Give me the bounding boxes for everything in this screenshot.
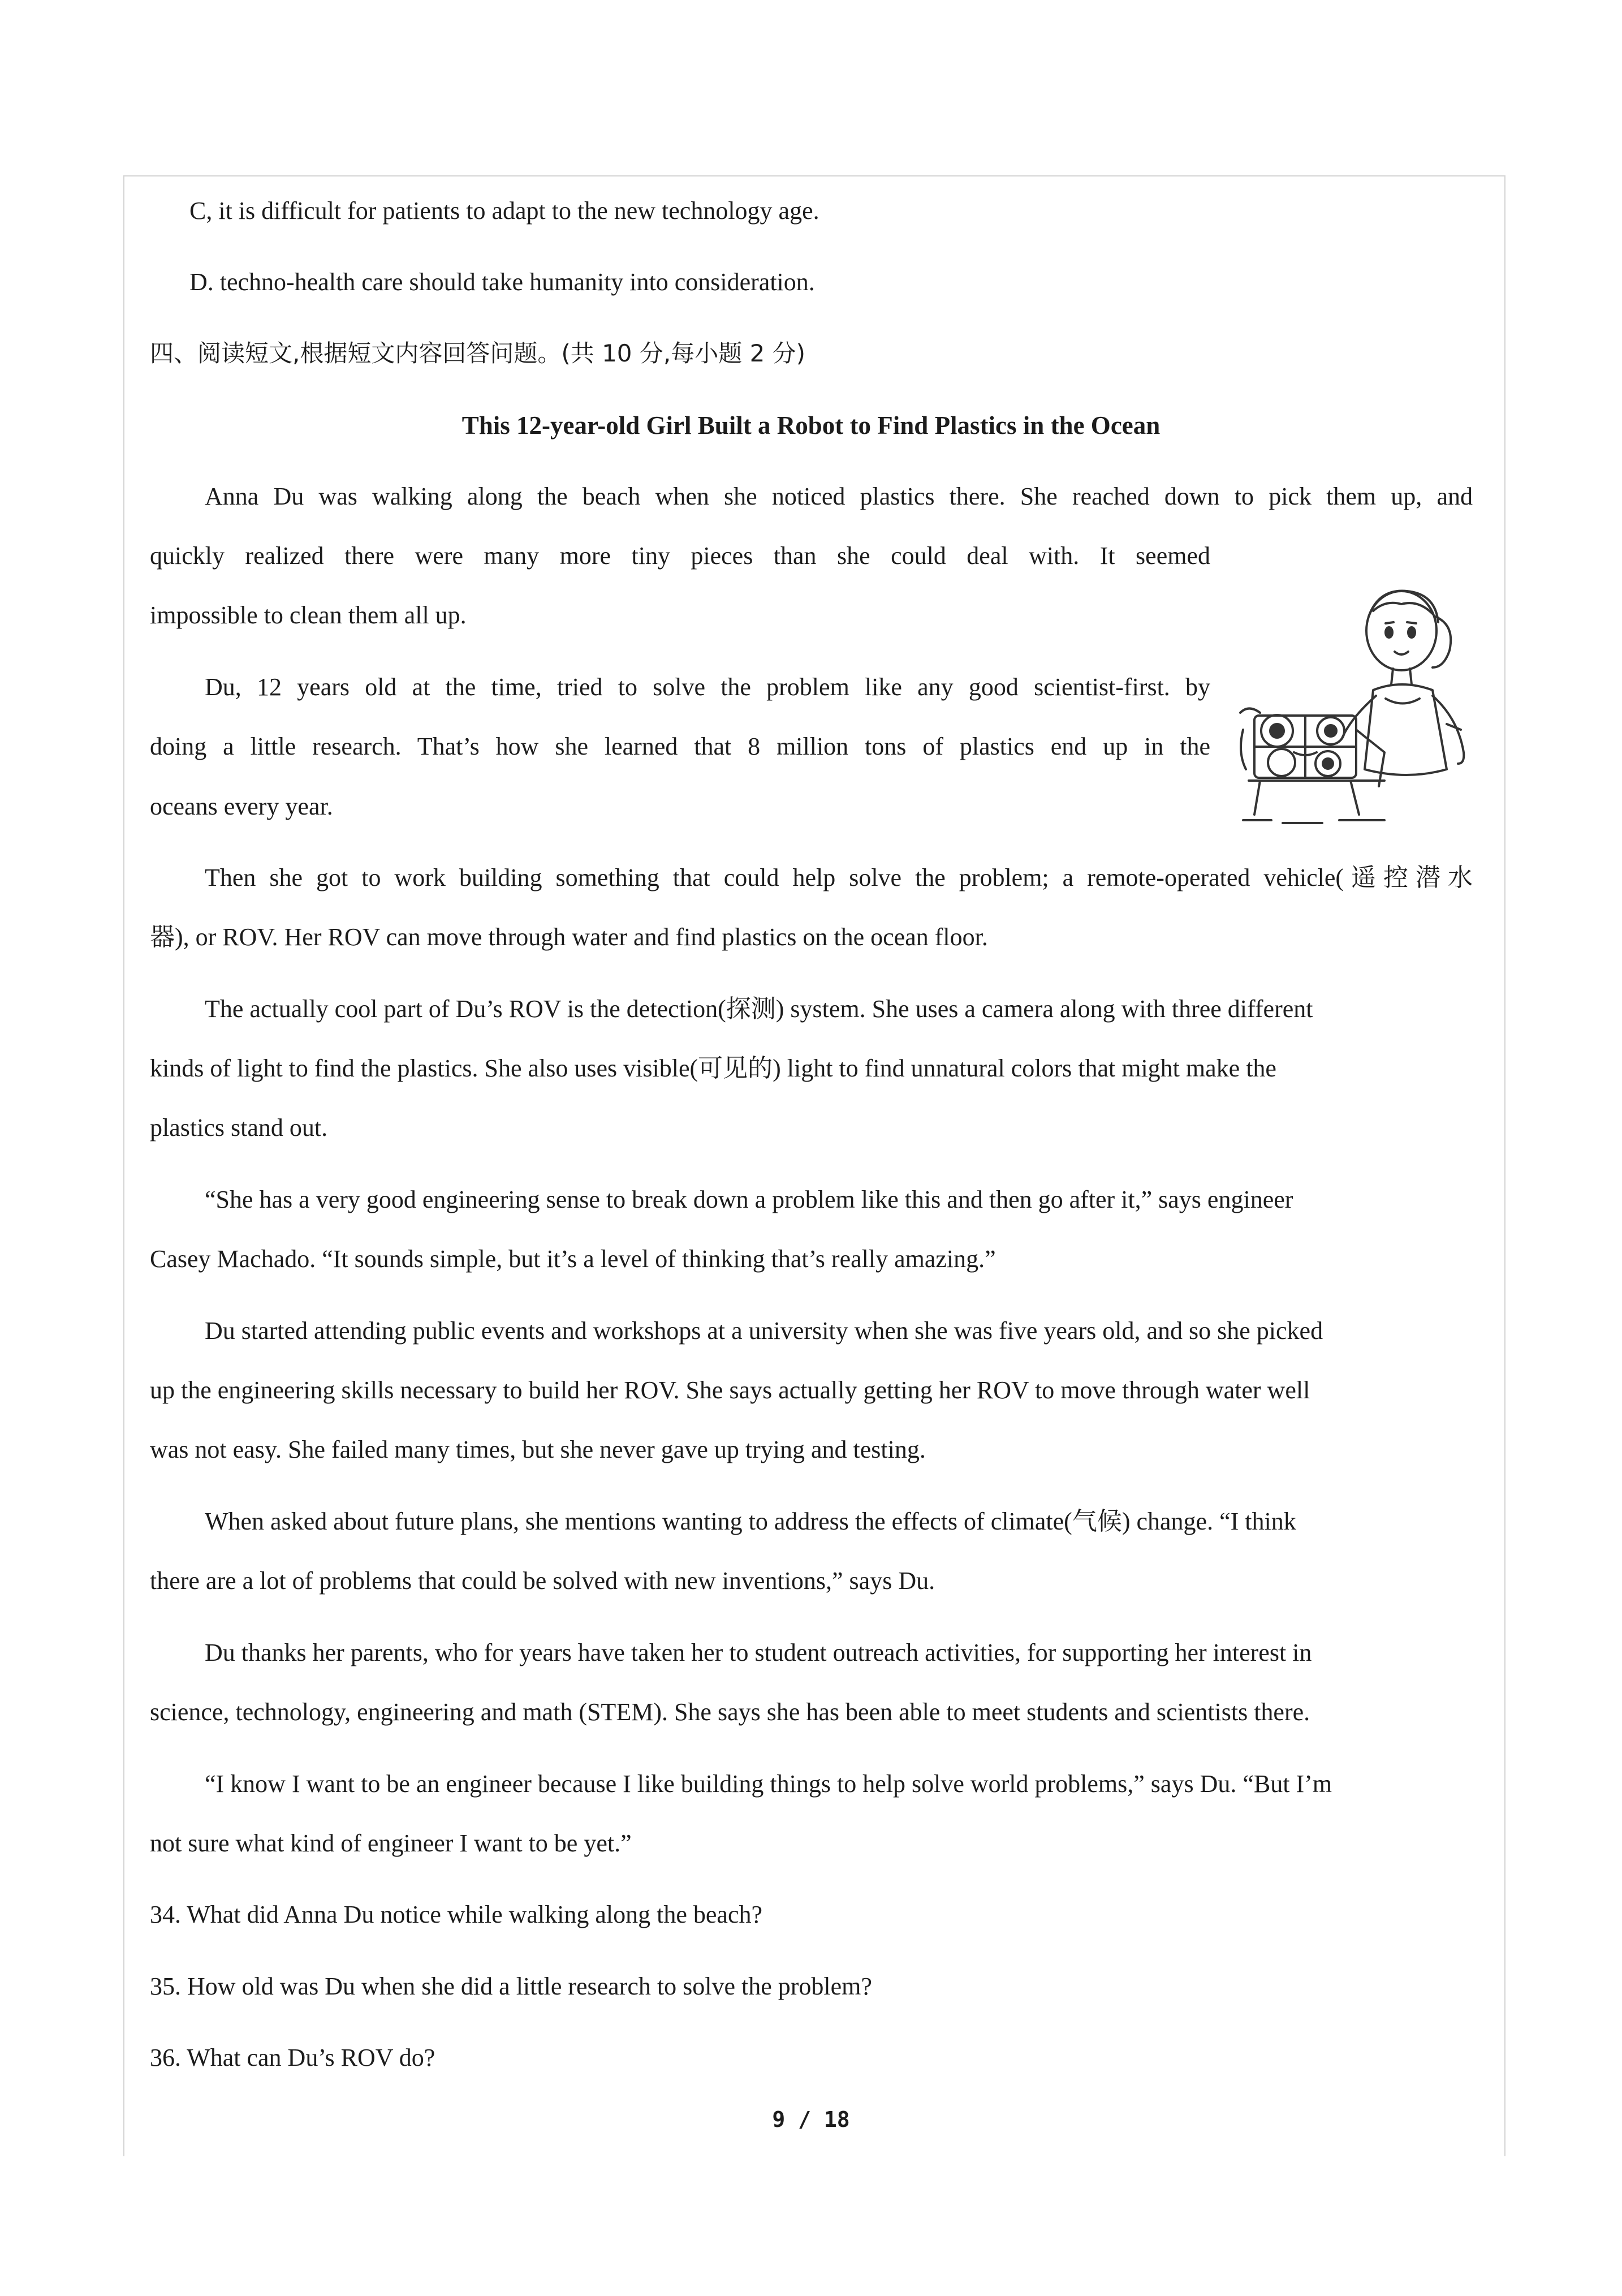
- option-d: D. techno-health care should take humanity into consideration.: [189, 268, 815, 296]
- passage-line: Anna Du was walking along the beach when she noticed plastics there. She reached down to pick them up, and: [205, 483, 1473, 510]
- passage-line: “She has a very good engineering sense to break down a problem like this and then go after it,” says engineer: [205, 1186, 1293, 1213]
- passage-line: Then she got to work building something that could help solve the problem; a remote-operated vehicle(遥控潜水: [205, 864, 1473, 891]
- passage-line: Casey Machado. “It sounds simple, but it’s a level of thinking that’s really amazing.”: [150, 1245, 996, 1273]
- passage-line: 器), or ROV. Her ROV can move through water and find plastics on the ocean floor.: [150, 923, 988, 951]
- passage-line: When asked about future plans, she mentions wanting to address the effects of climate(气候) change. “I think: [205, 1507, 1296, 1535]
- option-c: C, it is difficult for patients to adapt to the new technology age.: [189, 197, 819, 225]
- passage-line: was not easy. She failed many times, but she never gave up trying and testing.: [150, 1436, 926, 1463]
- passage-line: impossible to clean them all up.: [150, 601, 467, 629]
- passage-line: quickly realized there were many more tiny pieces than she could deal with. It seemed: [150, 542, 1210, 570]
- passage-line: not sure what kind of engineer I want to be yet.”: [150, 1829, 632, 1857]
- passage-line: kinds of light to find the plastics. She also uses visible(可见的) light to find unnatural colors that might make the: [150, 1054, 1276, 1082]
- question-34: 34. What did Anna Du notice while walking along the beach?: [150, 1901, 763, 1928]
- passage-line: plastics stand out.: [150, 1114, 328, 1141]
- page-number: 9 / 18: [772, 2107, 850, 2132]
- passage-line: science, technology, engineering and math (STEM). She says she has been able to meet students and scientists there.: [150, 1698, 1310, 1726]
- passage-line: oceans every year.: [150, 792, 333, 820]
- question-35: 35. How old was Du when she did a little research to solve the problem?: [150, 1972, 872, 2000]
- passage-line: up the engineering skills necessary to build her ROV. She says actually getting her ROV to move through water well: [150, 1376, 1310, 1404]
- passage-line: “I know I want to be an engineer because I like building things to help solve world problems,” says Du. “But I’m: [205, 1770, 1332, 1798]
- passage-line: there are a lot of problems that could be solved with new inventions,” says Du.: [150, 1567, 935, 1595]
- passage-title: This 12-year-old Girl Built a Robot to Find Plastics in the Ocean: [461, 411, 1161, 440]
- passage-line: Du started attending public events and workshops at a university when she was five years old, and so she picked: [205, 1317, 1323, 1345]
- passage-line: Du, 12 years old at the time, tried to solve the problem like any good scientist-first. by: [205, 673, 1210, 701]
- question-36: 36. What can Du’s ROV do?: [150, 2044, 435, 2071]
- girl-with-rov-illustration: [1237, 583, 1486, 832]
- passage-line: Du thanks her parents, who for years have taken her to student outreach activities, for supporting her interest in: [205, 1639, 1312, 1666]
- passage-line: The actually cool part of Du’s ROV is the detection(探测) system. She uses a camera along with three different: [205, 995, 1313, 1023]
- section-heading: 四、阅读短文,根据短文内容回答问题。(共 10 分,每小题 2 分): [150, 339, 806, 367]
- passage-line: doing a little research. That’s how she learned that 8 million tons of plastics end up in the: [150, 733, 1210, 760]
